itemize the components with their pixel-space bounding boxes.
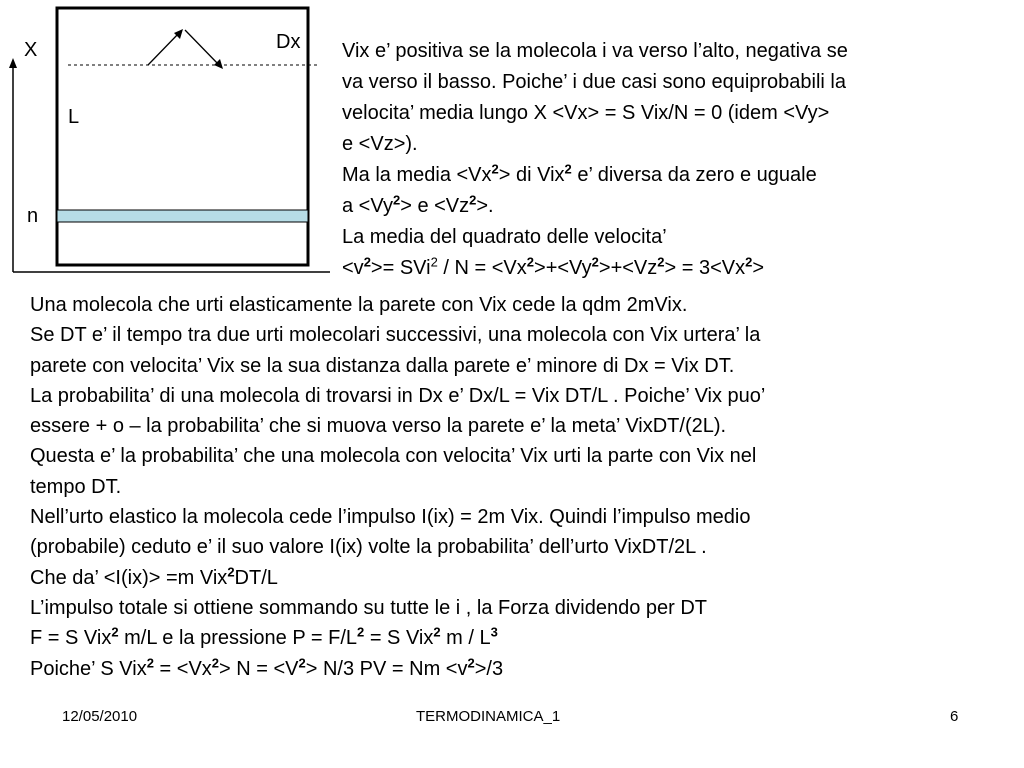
footer-date: 12/05/2010 xyxy=(62,708,138,725)
side-line-7: La media del quadrato delle velocita’ xyxy=(342,226,667,248)
main-line-11: L’impulso totale si ottiene sommando su tutte le i , la Forza dividendo per DT xyxy=(30,596,708,619)
side-line-3: velocita’ media lungo X <Vx> = S Vix/N = 0 (idem <Vy> xyxy=(342,102,830,124)
main-line-9: (probabile) ceduto e’ il suo valore I(ix) volte la probabilita’ dell’urto VixDT/2L . xyxy=(30,536,707,559)
side-paragraph xyxy=(342,36,1012,284)
incoming-trajectory xyxy=(148,32,180,65)
layer-n xyxy=(57,210,308,222)
label-l: L xyxy=(68,106,80,128)
side-line-1: Vix e’ positiva se la molecola i va verso l’alto, negativa se xyxy=(342,40,848,62)
main-line-1: Una molecola che urti elasticamente la parete con Vix cede la qdm 2mVix. xyxy=(30,294,688,316)
reflected-trajectory xyxy=(185,30,220,66)
main-line-3: parete con velocita’ Vix se la sua distanza dalla parete e’ minore di Dx = Vix DT. xyxy=(30,354,735,377)
main-line-10: Che da’ <I(ix)> =m Vix$^2$DT/L xyxy=(30,564,278,589)
x-axis-arrowhead xyxy=(9,58,17,68)
footer-title: TERMODINAMICA_1 xyxy=(416,708,561,725)
main-line-12: F = S Vix$^2$ m/L e la pressione $P = F/L^2 = S$ Vix$^2$ m / $L^3$ xyxy=(30,624,498,650)
main-paragraph xyxy=(30,290,1005,684)
side-line-8: $<v^2>= SVi^2 / N = <Vx^2>+<Vy^2>+<Vz^2> = 3<Vx^2>$ xyxy=(342,254,765,279)
main-line-7: tempo DT. xyxy=(30,475,122,498)
main-line-5: essere + o – la probabilita’ che si muova verso la parete e’ la meta’ VixDT/(2L). xyxy=(30,415,727,438)
label-n: n xyxy=(27,205,39,227)
container-diagram xyxy=(0,0,330,280)
label-dx: Dx xyxy=(276,31,301,53)
side-line-5: Ma la media $<Vx^2>$ di Vix$^2$ e’ diversa da zero e uguale xyxy=(342,161,817,186)
main-line-13: Poiche’ S $Vix^2 = <Vx^2> N = <V^2> N/3$ PV = $Nm <v^2>/3$ xyxy=(30,654,504,680)
container-box xyxy=(57,8,308,265)
main-line-2: Se DT e’ il tempo tra due urti molecolari successivi, una molecola con Vix urtera’ la xyxy=(30,324,761,347)
main-line-4: La probabilita’ di una molecola di trovarsi in Dx e’ Dx/L = Vix DT/L . Poiche’ Vix puo’ xyxy=(30,384,766,407)
footer-page-number: 6 xyxy=(950,708,959,725)
main-line-8: Nell’urto elastico la molecola cede l’impulso I(ix) = 2m Vix. Quindi l’impulso medio xyxy=(30,506,751,529)
side-line-6: $a <Vy^2> e <Vz^2>$. xyxy=(342,192,494,217)
side-line-2: va verso il basso. Poiche’ i due casi sono equiprobabili la xyxy=(342,71,846,93)
label-x: X xyxy=(24,39,38,61)
main-line-6: Questa e’ la probabilita’ che una molecola con velocita’ Vix urti la parte con Vix nel xyxy=(30,445,757,468)
side-line-4: e <Vz>). xyxy=(342,133,418,155)
